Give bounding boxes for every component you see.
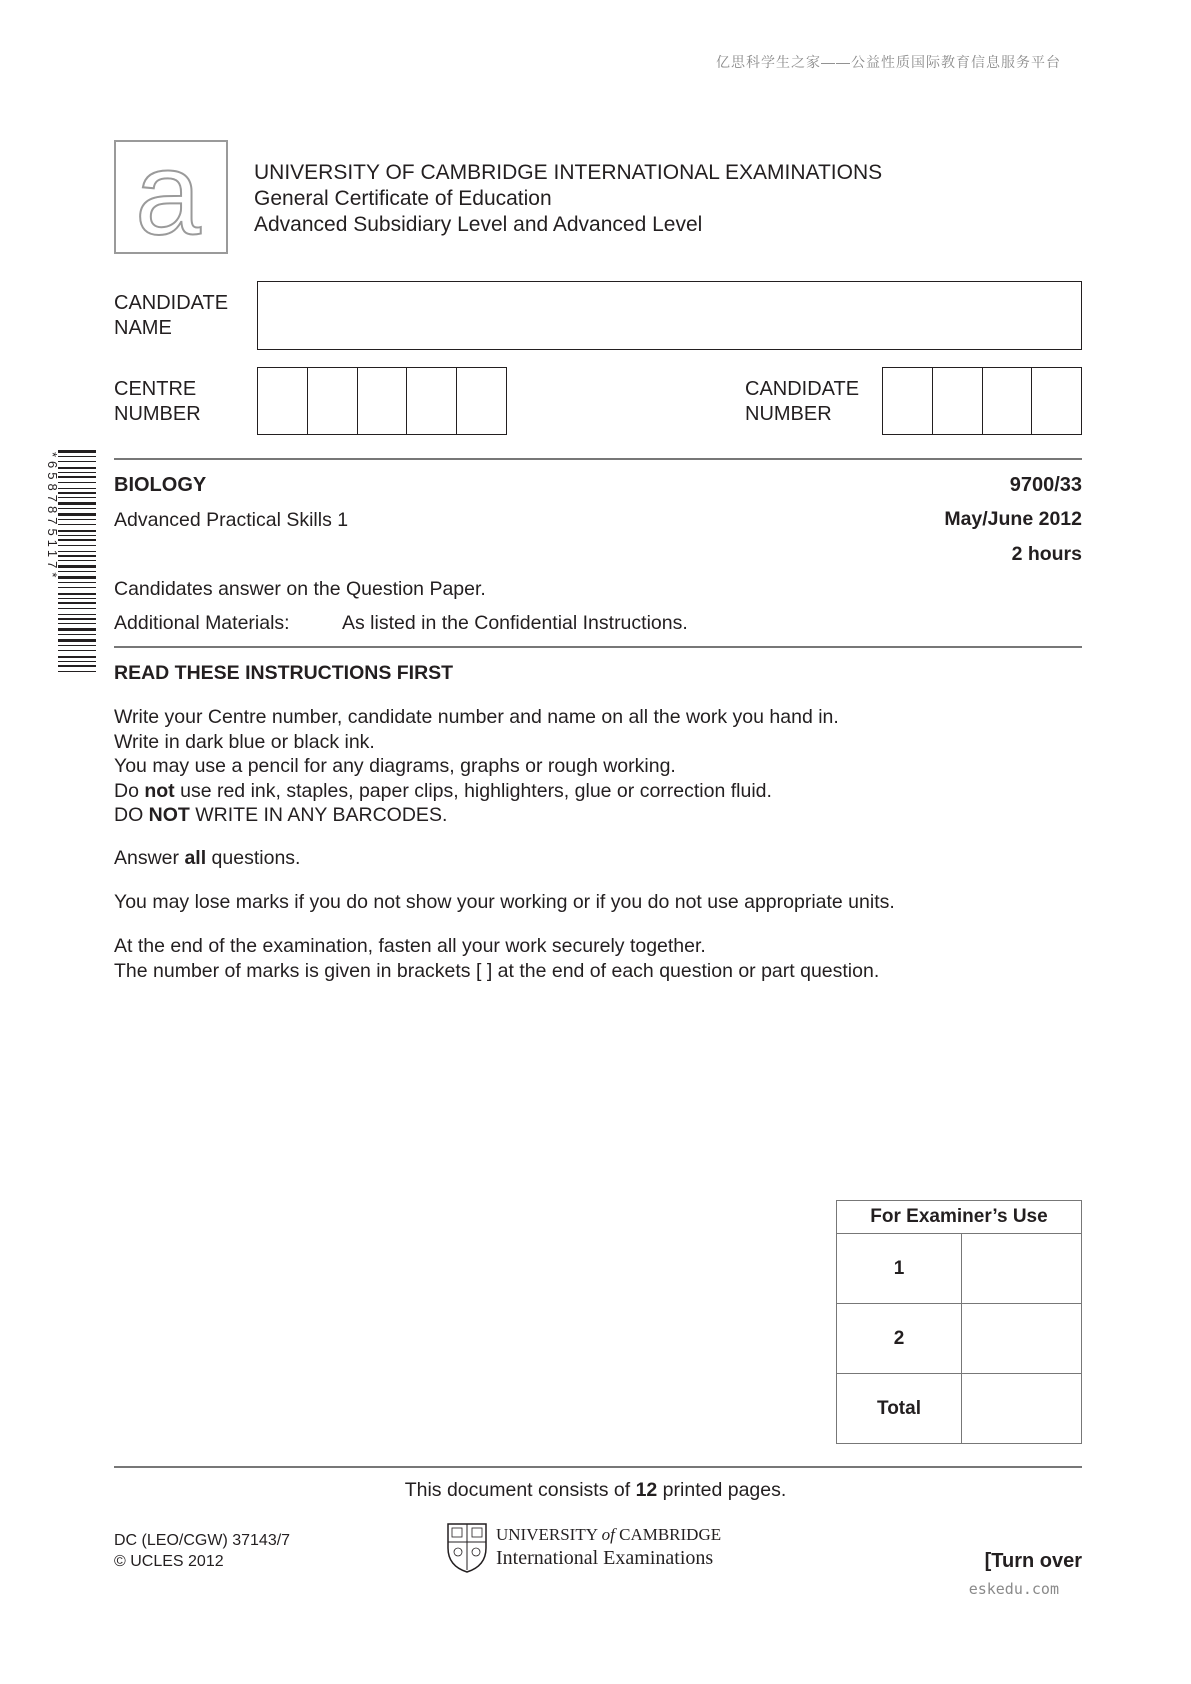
digit-box[interactable] <box>983 368 1033 434</box>
divider <box>114 458 1082 460</box>
digit-box[interactable] <box>407 368 457 434</box>
question-label: 1 <box>837 1234 962 1304</box>
turn-over: [Turn over <box>984 1550 1082 1572</box>
digit-box[interactable] <box>358 368 408 434</box>
instructions-block-4: At the end of the examination, fasten all your work securely together. The number of marks is given in brackets [ ] at the end of each question or part question. <box>114 935 880 982</box>
total-mark-cell[interactable] <box>962 1374 1082 1444</box>
svg-text:International Examinations: International Examinations <box>496 1547 714 1569</box>
exam-board-header <box>254 160 882 238</box>
candidate-name-label: CANDIDATE NAME <box>114 292 229 339</box>
candidate-number-field[interactable] <box>882 367 1082 435</box>
digit-box[interactable] <box>308 368 358 434</box>
divider <box>114 1466 1082 1468</box>
board-logo <box>114 140 228 254</box>
header-line1: UNIVERSITY OF CAMBRIDGE INTERNATIONAL EXAMINATIONS <box>254 161 883 184</box>
paper-code: 9700/33 <box>1009 474 1082 496</box>
centre-number-field[interactable] <box>257 367 507 435</box>
footer-ref: DC (LEO/CGW) 37143/7 © UCLES 2012 <box>114 1532 291 1570</box>
cambridge-logo <box>446 1520 746 1581</box>
digit-box[interactable] <box>883 368 933 434</box>
crest-icon <box>448 1524 486 1572</box>
watermark-top: 亿思科学生之家——公益性质国际教育信息服务平台 <box>716 54 1061 70</box>
barcode <box>38 450 98 680</box>
paper-title: Advanced Practical Skills 1 <box>114 509 349 531</box>
instructions-block-3: You may lose marks if you do not show your working or if you do not use appropriate units. <box>114 891 895 913</box>
candidate-number-label: CANDIDATE NUMBER <box>745 378 860 425</box>
instructions-block-2: Answer all questions. <box>114 847 301 869</box>
digit-box[interactable] <box>258 368 308 434</box>
materials-value: As listed in the Confidential Instructions. <box>342 612 688 634</box>
digit-box[interactable] <box>457 368 506 434</box>
question-label: 2 <box>837 1304 962 1374</box>
watermark-bottom: eskedu.com <box>968 1580 1059 1598</box>
header-line2: General Certificate of Education <box>254 187 552 210</box>
materials-label: Additional Materials: <box>114 612 290 634</box>
barcode-text: *6587875117* <box>45 452 60 582</box>
duration: 2 hours <box>1011 543 1082 565</box>
examiner-table-heading: For Examiner’s Use <box>837 1201 1082 1234</box>
digit-box[interactable] <box>933 368 983 434</box>
subject: BIOLOGY <box>114 474 207 496</box>
session: May/June 2012 <box>944 508 1082 530</box>
mark-cell[interactable] <box>962 1234 1082 1304</box>
header-line3: Advanced Subsidiary Level and Advanced Level <box>254 213 703 236</box>
examiner-use-table <box>836 1200 1082 1444</box>
answer-note: Candidates answer on the Question Paper. <box>114 578 486 600</box>
centre-number-label: CENTRE NUMBER <box>114 378 201 425</box>
instructions-heading: READ THESE INSTRUCTIONS FIRST <box>114 662 454 684</box>
page-count: This document consists of 12 printed pages. <box>404 1479 787 1501</box>
divider <box>114 646 1082 648</box>
instructions-block-1: Write your Centre number, candidate number and name on all the work you hand in. Write in dark blue or black ink. You may use a pencil for any diagrams, graphs or rough working. Do not use red ink, staples, paper clips, highlighters, glue or correction fluid. DO NOT WRITE IN ANY BARCODES. <box>114 706 839 826</box>
logo-letter: a <box>135 142 201 252</box>
mark-cell[interactable] <box>962 1304 1082 1374</box>
svg-text:UNIVERSITY of CAMB: UNIVERSITY of CAMBRIDGE <box>496 1525 722 1544</box>
candidate-name-field[interactable] <box>257 281 1082 350</box>
total-label: Total <box>837 1374 962 1444</box>
digit-box[interactable] <box>1032 368 1081 434</box>
